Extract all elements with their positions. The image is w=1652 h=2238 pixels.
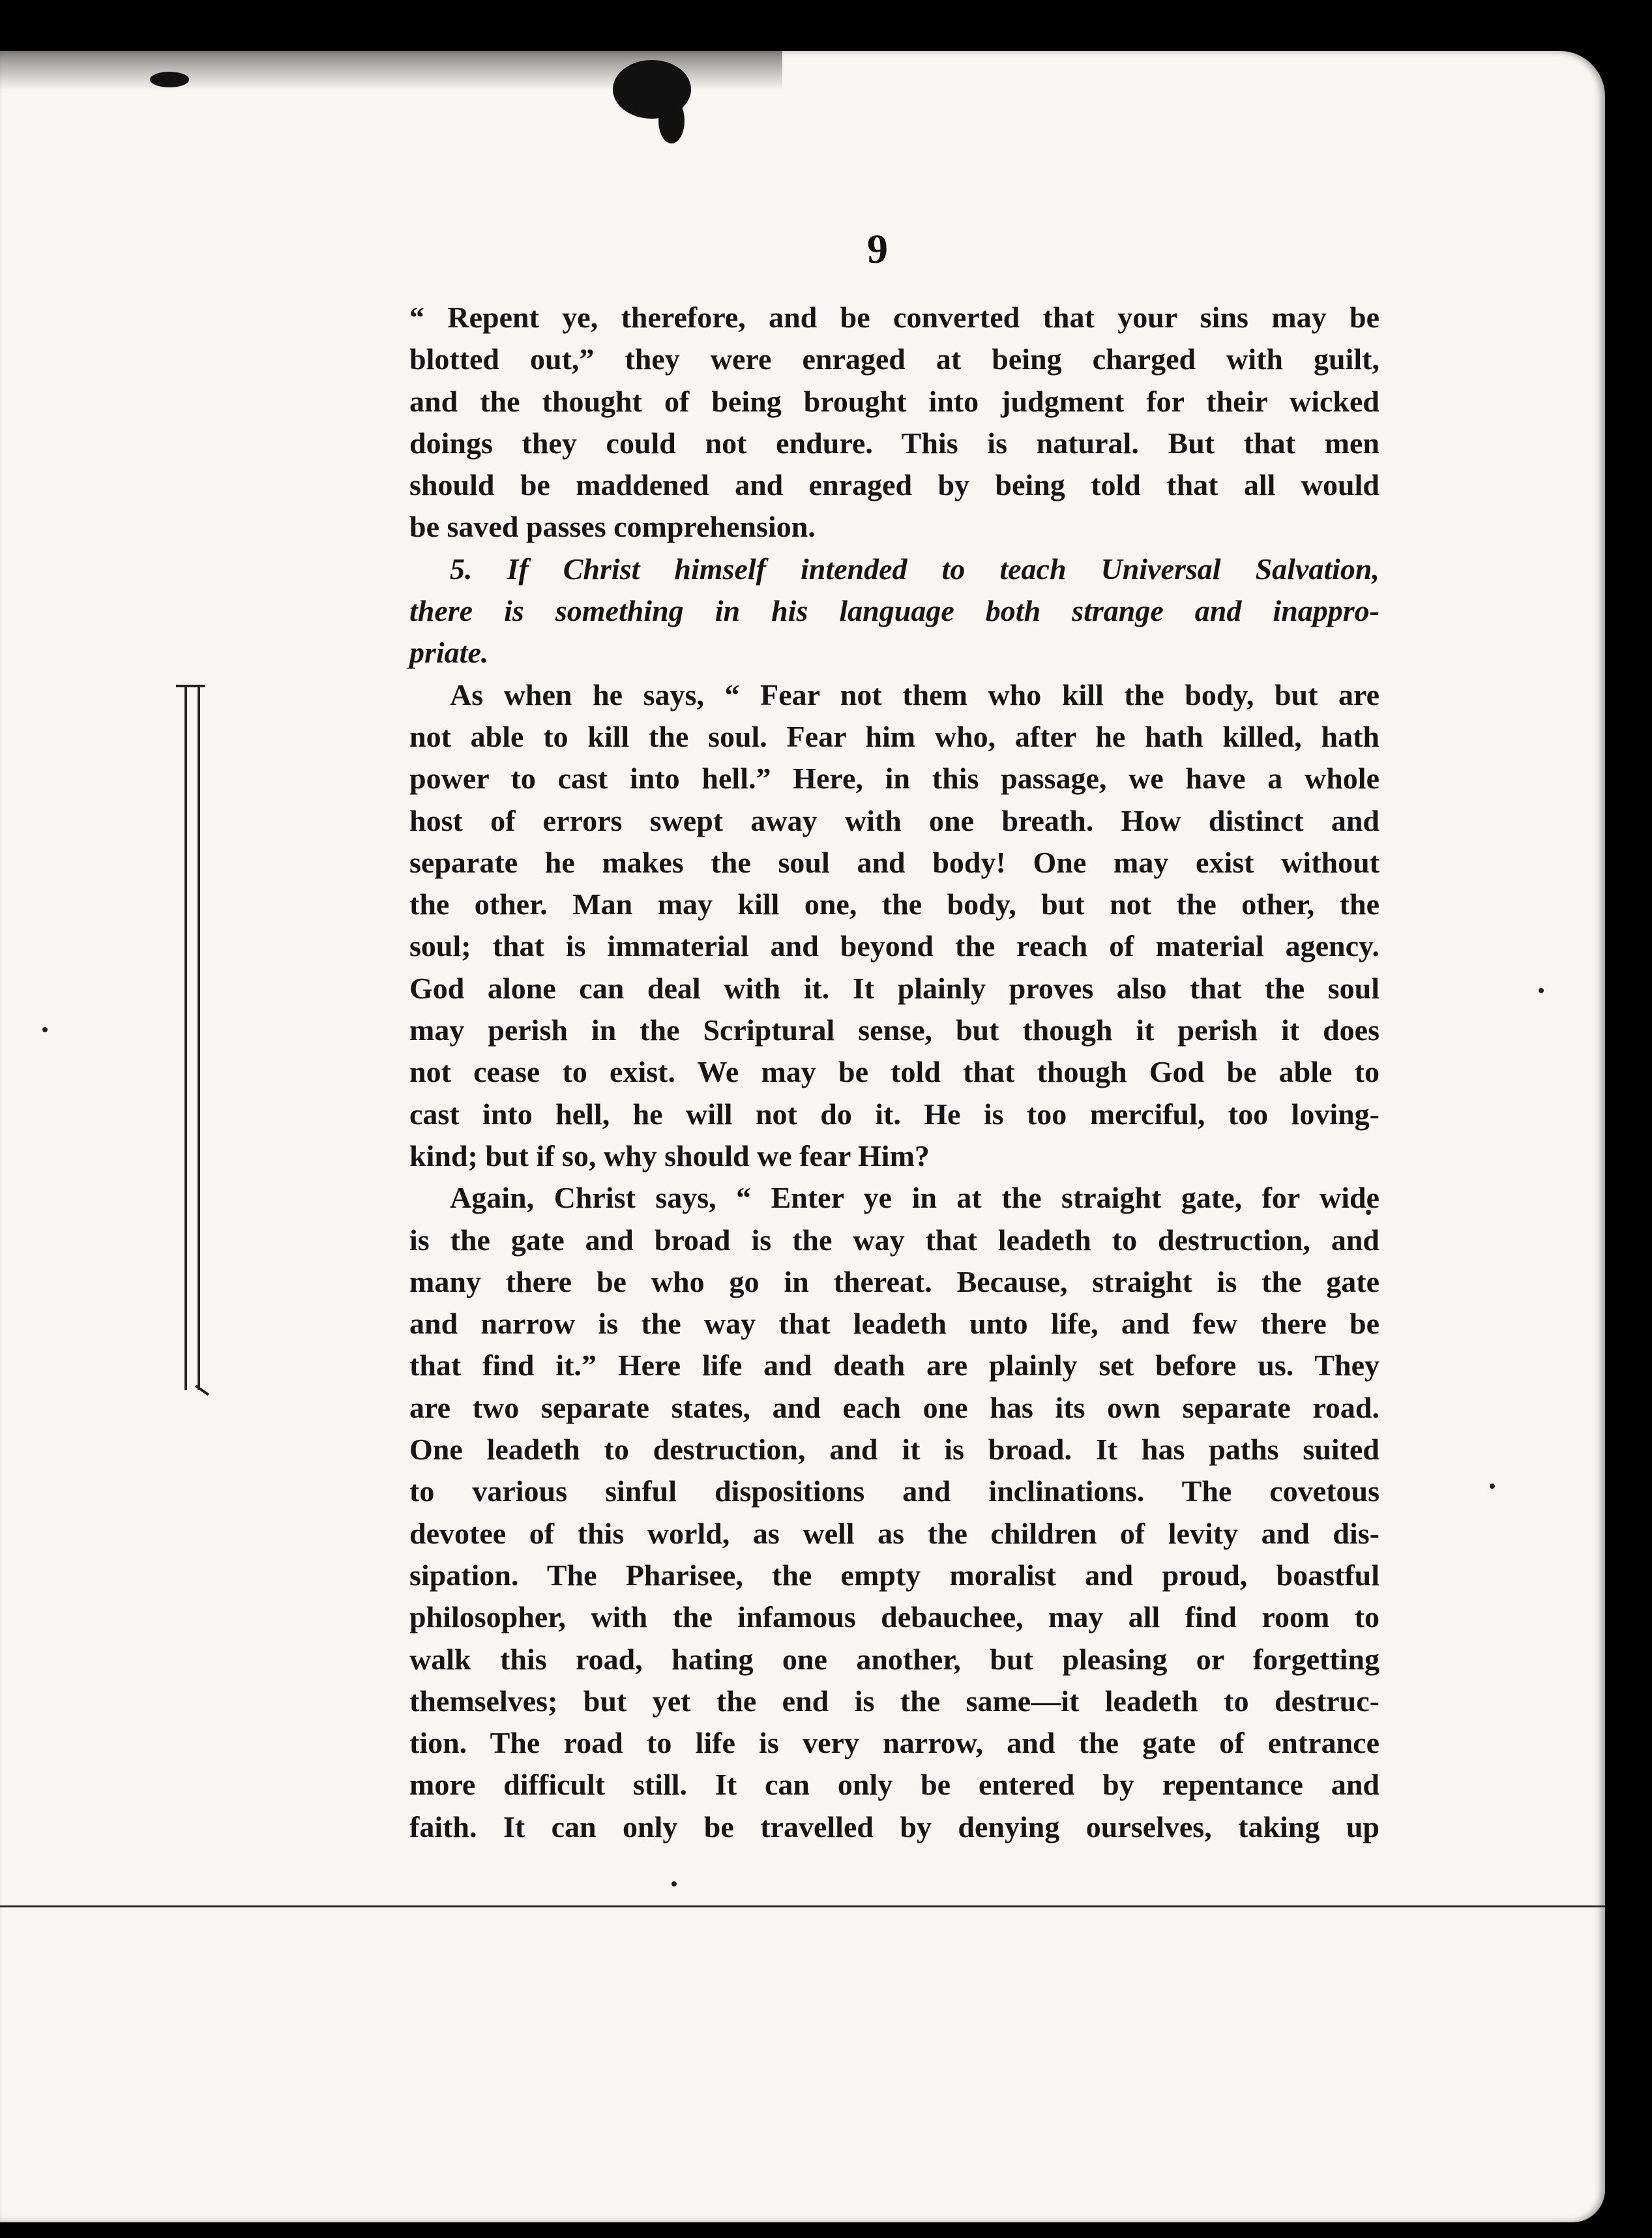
text-line: and narrow is the way that leadeth unto life, and few there be [409,1307,1379,1341]
text-line: the other. Man may kill one, the body, but not the other, the [409,888,1379,921]
text-line: As when he says, “ Fear not them who kill the body, but are [450,678,1379,711]
text-line: blotted out,” they were enraged at being charged with guilt, [409,342,1379,376]
text-line: be saved passes comprehension. [409,510,816,544]
text-line: more difficult still. It can only be entered by repentance and [409,1768,1379,1802]
ink-blot [150,72,189,87]
ink-blot [658,98,685,143]
text-line: should be maddened and enraged by being told that all would [409,468,1379,502]
text-line: may perish in the Scriptural sense, but though it perish it does [409,1013,1379,1047]
text-line: not cease to exist. We may be told that though God be able to [409,1055,1379,1089]
text-line: walk this road, hating one another, but pleasing or forgetting [409,1642,1379,1676]
text-line: doings they could not endure. This is natural. But that men [409,426,1379,460]
text-line: faith. It can only be travelled by denying ourselves, taking up [409,1810,1379,1843]
margin-marker-tick [176,685,205,687]
text-line: to various sinful dispositions and inclinations. The covetous [409,1474,1379,1508]
text-line: not able to kill the soul. Fear him who, after he hath killed, hath [409,719,1379,753]
text-line: God alone can deal with it. It plainly proves also that the soul [409,971,1379,1005]
section-heading-line: there is something in his language both strange and inappro- [409,594,1379,628]
text-line: themselves; but yet the end is the same—it leadeth to destruc- [409,1684,1379,1718]
text-line: many there be who go in thereat. Because, straight is the gate [409,1264,1379,1298]
section-heading-line: priate. [409,636,489,670]
text-line: and the thought of being brought into judgment for their wicked [409,384,1379,418]
text-line: philosopher, with the infamous debauchee, may all find room to [409,1600,1379,1634]
text-line: host of errors swept away with one breath. How distinct and [409,803,1379,837]
text-line: that find it.” Here life and death are plainly set before us. They [409,1349,1379,1382]
text-line: are two separate states, and each one has its own separate road. [409,1390,1379,1424]
text-line: tion. The road to life is very narrow, and the gate of entrance [409,1726,1379,1760]
text-line: Again, Christ says, “ Enter ye in at the straight gate, for wide [450,1181,1379,1215]
scan-speck [1490,1484,1495,1489]
text-line: One leadeth to destruction, and it is broad. It has paths suited [409,1433,1379,1467]
text-line: soul; that is immaterial and beyond the reach of material agency. [409,929,1379,963]
page-number: 9 [867,226,888,272]
text-line: power to cast into hell.” Here, in this passage, we have a whole [409,762,1379,796]
text-line: sipation. The Pharisee, the empty moralist and proud, boastful [409,1558,1379,1592]
section-heading-line: 5. If Christ himself intended to teach Universal Salvation, [450,552,1379,586]
margin-marker-line [184,686,200,1390]
scan-speck [671,1881,677,1887]
text-line: “ Repent ye, therefore, and be converted that your sins may be [409,301,1379,334]
text-line: kind; but if so, why should we fear Him? [409,1139,930,1172]
body-text [409,297,1379,1848]
scan-frame-line [0,1905,1605,1907]
text-line: cast into hell, he will not do it. He is too merciful, too loving- [409,1097,1379,1131]
text-line: separate he makes the soul and body! One may exist without [409,845,1379,879]
scan-speck [42,1027,48,1032]
text-line: is the gate and broad is the way that leadeth to destruction, and [409,1223,1379,1257]
text-line: devotee of this world, as well as the children of levity and dis- [409,1516,1379,1550]
scan-speck [1539,988,1544,993]
